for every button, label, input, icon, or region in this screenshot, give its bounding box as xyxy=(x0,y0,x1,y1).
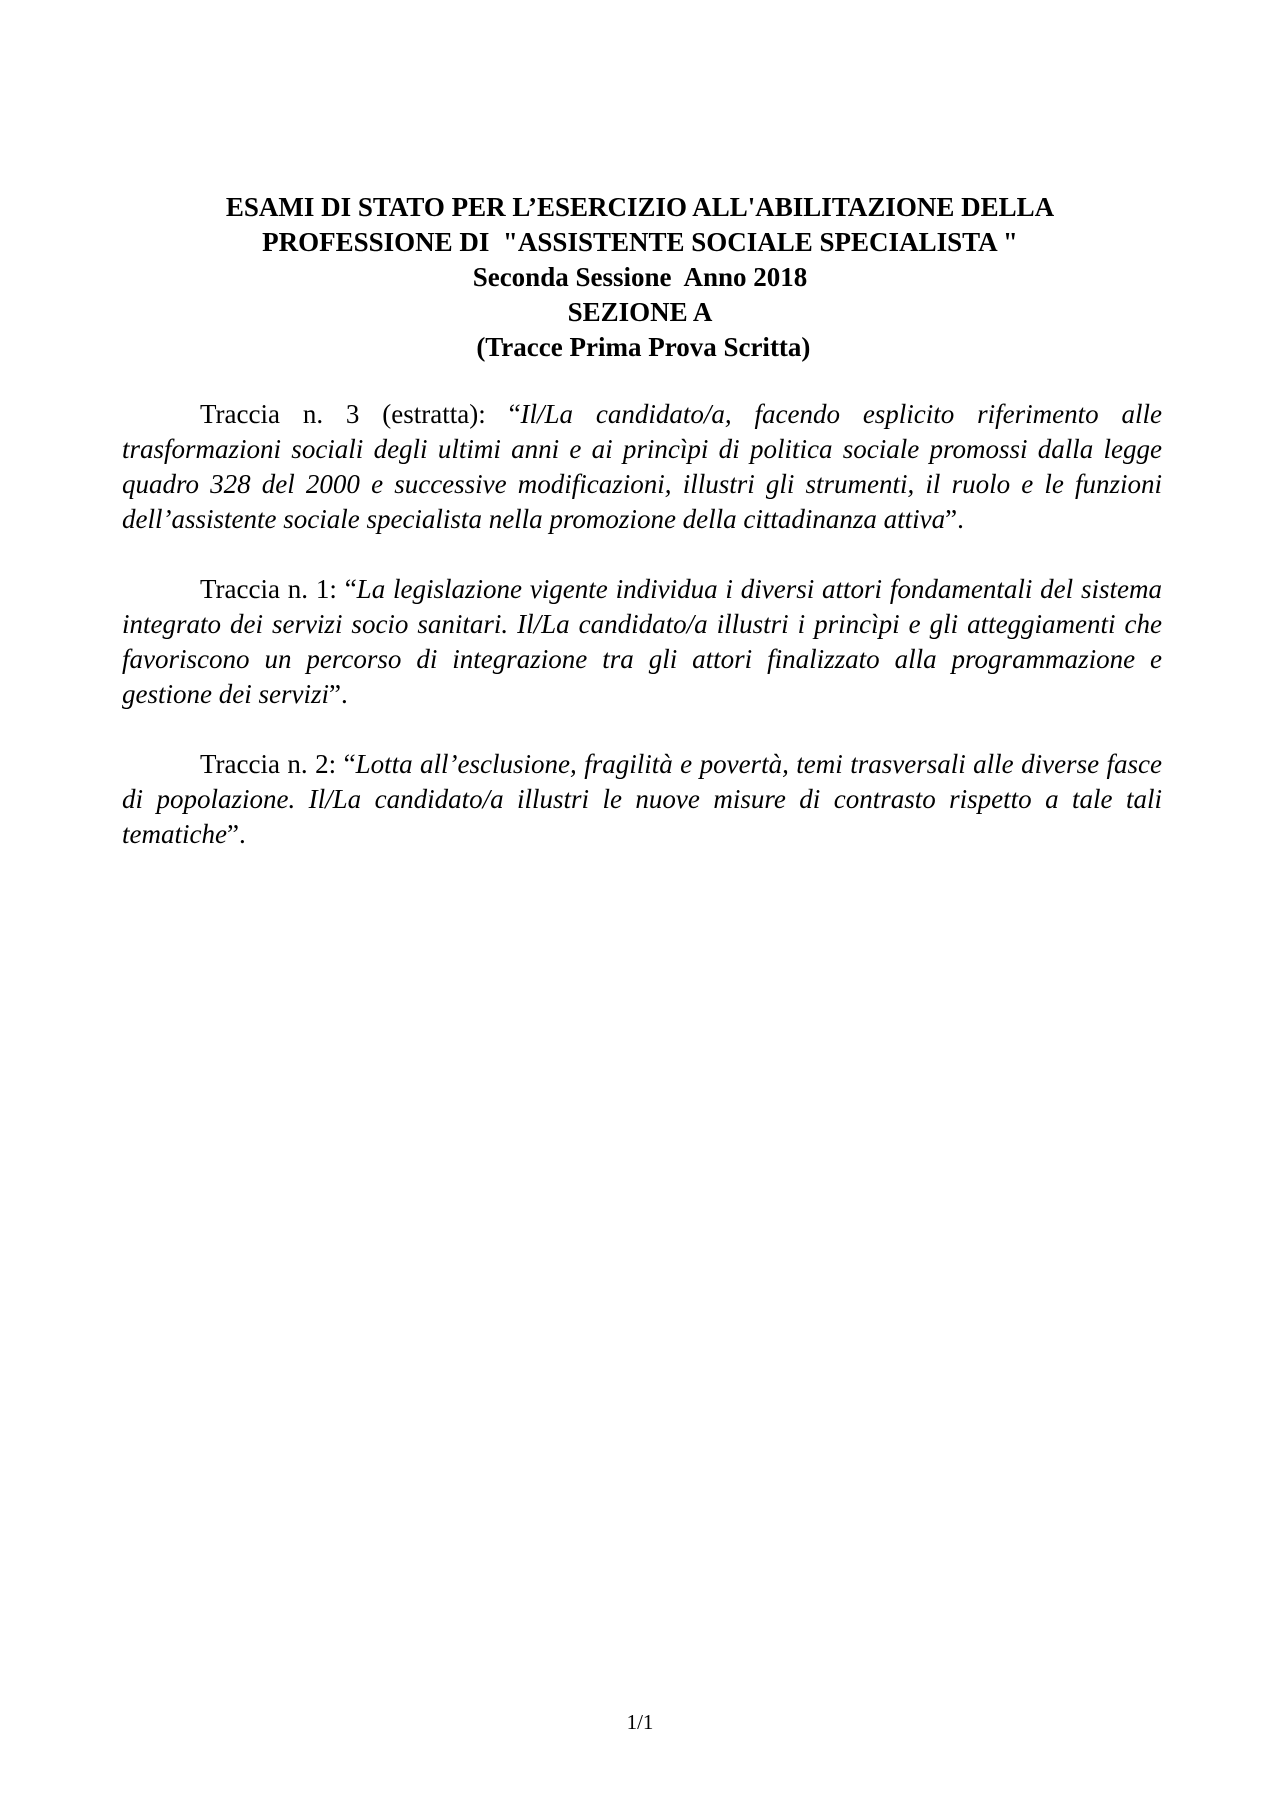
traccia-paragraph-2 xyxy=(122,747,1162,852)
traccia-text: Lotta all’esclusione, fragilità e povertà, temi trasversali alle diverse fasce di popolazione. Il/La candidato/a illustri le nuove misure di contrasto rispetto a tale tali tematiche xyxy=(122,749,1162,849)
traccia-text: La legislazione vigente individua i diversi attori fondamentali del sistema integrato dei servizi socio sanitari. Il/La candidato/a illustri i princìpi e gli atteggiamenti che favoriscono un percorso di integrazione tra gli attori finalizzato alla programmazione e gestione dei servizi xyxy=(122,574,1162,709)
page-number: 1/1 xyxy=(626,1710,654,1734)
traccia-prefix: Traccia n. 3 (estratta): “ xyxy=(200,399,521,429)
heading-line-3: Seconda Sessione Anno 2018 xyxy=(472,262,808,292)
traccia-suffix: ”. xyxy=(945,504,964,534)
heading-line-2: PROFESSIONE DI "ASSISTENTE SOCIALE SPECIALISTA " xyxy=(262,227,1018,257)
document-heading xyxy=(0,190,1280,365)
heading-line-5: (Tracce Prima Prova Scritta) xyxy=(469,332,811,362)
traccia-paragraph-1 xyxy=(122,572,1162,712)
heading-line-1: ESAMI DI STATO PER L’ESERCIZIO ALL'ABILITAZIONE DELLA xyxy=(225,192,1055,222)
traccia-text: Il/La candidato/a, facendo esplicito riferimento alle trasformazioni sociali degli ultimi anni e ai princìpi di politica sociale promossi dalla legge quadro 328 del 2000 e successive modificazioni, illustri gli strumenti, il ruolo e le funzioni dell’assistente sociale specialista nella promozione della cittadinanza attiva xyxy=(122,399,1162,534)
document-body xyxy=(122,397,1162,887)
heading-line-4: SEZIONE A xyxy=(567,297,713,327)
traccia-prefix: Traccia n. 2: “ xyxy=(200,749,356,779)
traccia-suffix: ”. xyxy=(226,819,246,849)
traccia-paragraph-3 xyxy=(122,397,1162,537)
traccia-prefix: Traccia n. 1: “ xyxy=(200,574,357,604)
traccia-suffix: ”. xyxy=(328,679,348,709)
